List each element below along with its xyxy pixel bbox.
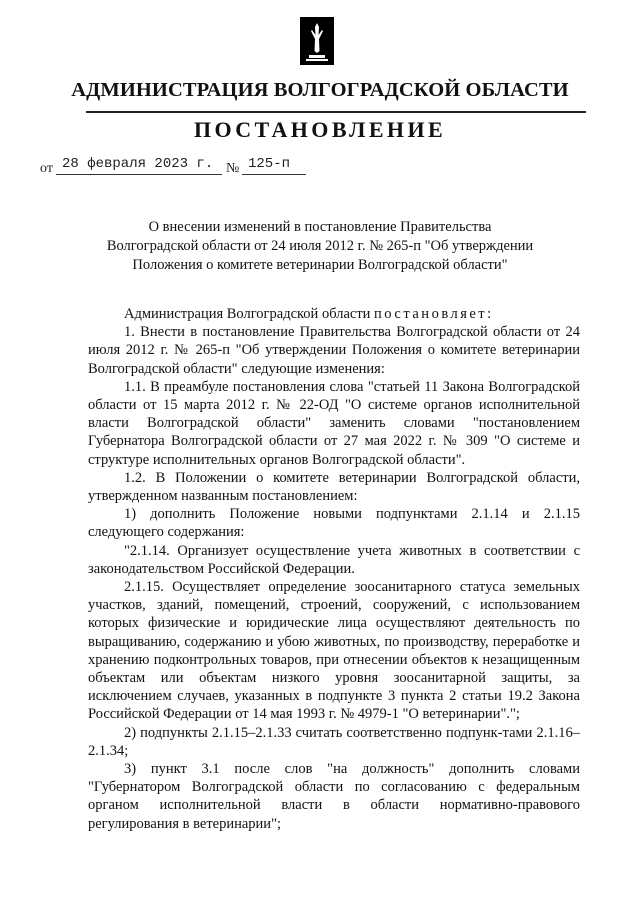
body-paragraph: "2.1.14. Организует осуществление учета животных в соответствии с законодательством Российской Федерации. xyxy=(88,542,580,577)
preamble xyxy=(88,305,580,323)
document-date: 28 февраля 2023 г. xyxy=(56,156,222,175)
body-paragraph: 2) подпункты 2.1.15–2.1.33 считать соответственно подпунк-тами 2.1.16–2.1.34; xyxy=(88,724,580,759)
document-type-title: ПОСТАНОВЛЕНИЕ xyxy=(193,117,447,142)
body-paragraph: 3) пункт 3.1 после слов "на должность" дополнить словами "Губернатором Волгоградской области по согласованию с федеральным органом исполнительной власти в области нормативно-правового регулирования в ветеринарии"; xyxy=(88,761,580,832)
body-paragraph: 2.1.15. Осуществляет определение зоосанитарного статуса земельных участков, зданий, помещений, строений, сооружений, с использованием которых физические и юридические лица осуществляют деятельность по выращиванию, содержанию и убою животных, по производству, переработке и хранению подконтрольных товаров, при отнесении объектов к незащищенным объектам или объектам низкого уровня зоосанитарной защиты, за исключением случаев, указанных в подпункте 3 пункта 2 статьи 19.2 Закона Российской Федерации от 14 мая 1993 г. № 4979-1 "О ветеринарии"."; xyxy=(88,579,580,723)
document-body xyxy=(88,305,580,833)
body-paragraph: 1. Внести в постановление Правительства Волгоградской области от 24 июля 2012 г. № 265-п "Об утверждении Положения о комитете ветеринарии Волгоградской области" следующие изменения: xyxy=(88,324,580,377)
subject-line: Положения о комитете ветеринарии Волгоградской области" xyxy=(132,257,508,273)
volgograd-coat-of-arms-icon xyxy=(300,17,334,65)
number-label: № xyxy=(226,161,240,176)
date-prefix: от xyxy=(40,161,53,176)
subject-line: Волгоградской области от 24 июля 2012 г. № 265-п "Об утверждении xyxy=(106,238,534,254)
header-divider xyxy=(86,111,586,113)
body-paragraph: 1.1. В преамбуле постановления слова "статьей 11 Закона Волгоградской области от 15 марта 2012 г. № 22-ОД "О системе органов исполнительной власти Волгоградской области" заменить словами "постановлением Губернатора Волгоградской области от 27 мая 2022 г. № 309 "О системе и структуре исполнительных органов Волгоградской области". xyxy=(88,378,580,468)
body-paragraph: 1.2. В Положении о комитете ветеринарии Волгоградской области, утвержденном названным постановлением: xyxy=(88,469,580,505)
preamble-verb: постановляет: xyxy=(374,306,494,322)
document-number: 125-п xyxy=(242,156,306,175)
subject-line: О внесении изменений в постановление Правительства xyxy=(148,219,492,235)
body-paragraph: 1) дополнить Положение новыми подпунктами 2.1.14 и 2.1.15 следующего содержания: xyxy=(88,506,580,541)
organization-name: АДМИНИСТРАЦИЯ ВОЛГОГРАДСКОЙ ОБЛАСТИ xyxy=(71,79,569,101)
document-subject xyxy=(0,218,640,275)
preamble-text: Администрация Волгоградской области xyxy=(124,306,371,322)
